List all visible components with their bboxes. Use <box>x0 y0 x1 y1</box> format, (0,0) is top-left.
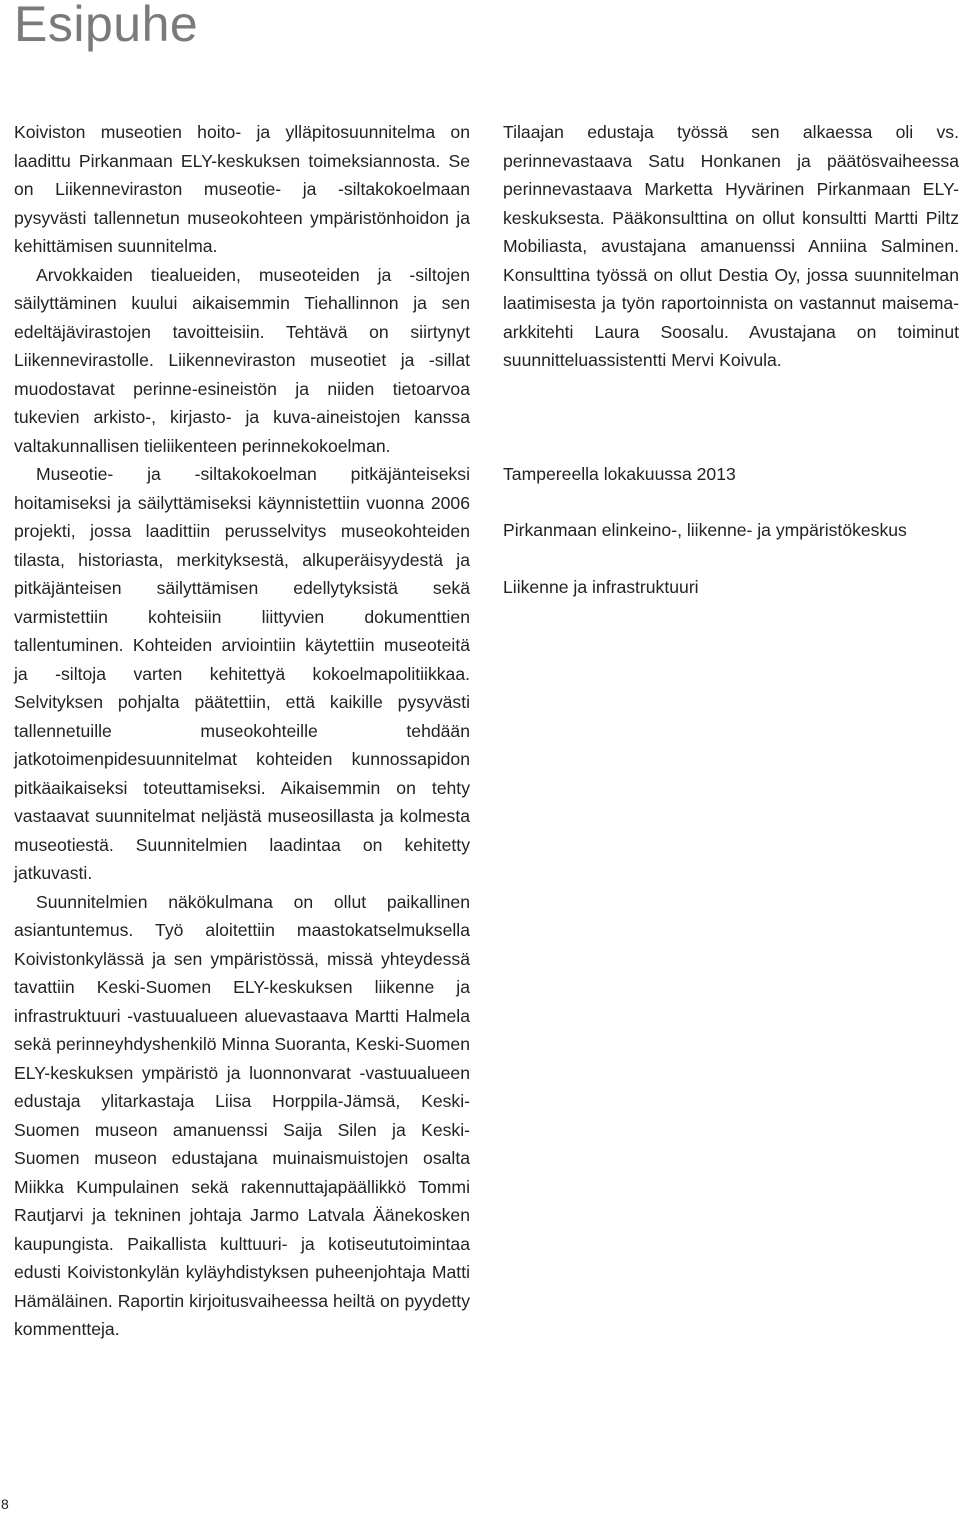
credits-paragraph: Tilaajan edustaja työssä sen alkaessa oli vs. perinnevastaava Satu Honkanen ja päätösvaiheessa perinnevastaava Marketta Hyvärinen Pirkanmaan ELY-keskuksesta. Pääkonsulttina on ollut konsultti Martti Piltz Mobiliasta, avustajana amanuenssi Anniina Salminen. Konsulttina työssä on ollut Destia Oy, jossa suunnitelman laatimisesta ja työn raportoinnista on vastannut maisema-arkkitehti Laura Soosalu. Avustajana on toiminut suunnitteluassistentti Mervi Koivula. <box>503 122 959 370</box>
intro-paragraph: Koiviston museotien hoito- ja ylläpitosuunnitelma on laadittu Pirkanmaan ELY-keskuksen toimeksiannosta. Se on Liikenneviraston museotie- ja -siltakokoelmaan pysyvästi tallennetun museokohteen ympäristönhoidon ja kehittämisen suunnitelma. <box>14 122 470 256</box>
right-column <box>503 118 959 601</box>
background-paragraph: Arvokkaiden tiealueiden, museoteiden ja -siltojen säilyttäminen kuului aikaisemmin Tiehallinnon ja sen edeltäjävirastojen tavoitteisiin. Tehtävä on siirtynyt Liikennevirastolle. Liikenneviraston museotiet ja -sillat muodostavat perinne-esineistön ja niiden tietoarvoa tukevien arkisto-, kirjasto- ja kuva-aineistojen kanssa valtakunnallisen tieliikenteen perinnekokoelman. <box>14 264 470 456</box>
page-title: Esipuhe <box>14 0 199 52</box>
signoff-unit: Liikenne ja infrastruktuuri <box>503 576 699 597</box>
expertise-paragraph: Suunnitelmien näkökulmana on ollut paikallinen asiantuntemus. Työ aloitettiin maastokatselmuksella Koivistonkylässä ja sen ympäristössä, missä yhteydessä tavattiin Keski-Suomen ELY-keskuksen liikenne ja infrastruktuuri -vastuualueen aluevastaava Martti Halmela sekä perinneyhdyshenkilö Minna Suoranta, Keski-Suomen ELY-keskuksen ympäristö ja luonnonvarat -vastuualueen edustaja ylitarkastaja Liisa Horppila-Jämsä, Keski-Suomen museon amanuenssi Saija Silen ja Keski-Suomen museon edustajana muinaismuistojen osalta Miikka Kumpulainen sekä rakennuttajapäällikkö Tommi Rautjarvi ja tekninen johtaja Jarmo Latvala Äänekosken kaupungista. Paikallista kulttuuri- ja kotiseututoimintaa edusti Koivistonkylän kyläyhdistyksen puheenjohtaja Matti Hämäläinen. Raportin kirjoitusvaiheessa heiltä on pyydetty kommentteja. <box>14 891 470 1339</box>
page-number: 8 <box>1 1496 9 1512</box>
left-column <box>14 118 470 1344</box>
signoff-organization: Pirkanmaan elinkeino-, liikenne- ja ympäristökeskus <box>503 520 907 540</box>
signoff-place-date: Tampereella lokakuussa 2013 <box>503 463 736 484</box>
project-paragraph: Museotie- ja -siltakokoelman pitkäjänteiseksi hoitamiseksi ja säilyttämiseksi käynnistettiin vuonna 2006 projekti, jossa laadittiin perusselvitys museokohteiden tilasta, historiasta, merkityksestä, alkuperäisyydestä ja pitkäjänteisen säilyttämisen edellytyksistä sekä varmistettiin kohteisiin liittyvien dokumenttien tallentuminen. Kohteiden arviointiin käytettiin museoteitä ja -siltoja varten kehitettyä kokoelmapolitiikkaa. Selvityksen pohjalta päätettiin, että kaikille pysyvästi tallennetuille museokohteille tehdään jatkotoimenpidesuunnitelmat kohteiden kunnossapidon pitkäaikaiseksi toteuttamiseksi. Aikaisemmin on tehty vastaavat suunnitelmat neljästä museosillasta ja kolmesta museotiestä. Suunnitelmien laadintaa on kehitetty jatkuvasti. <box>14 464 470 883</box>
